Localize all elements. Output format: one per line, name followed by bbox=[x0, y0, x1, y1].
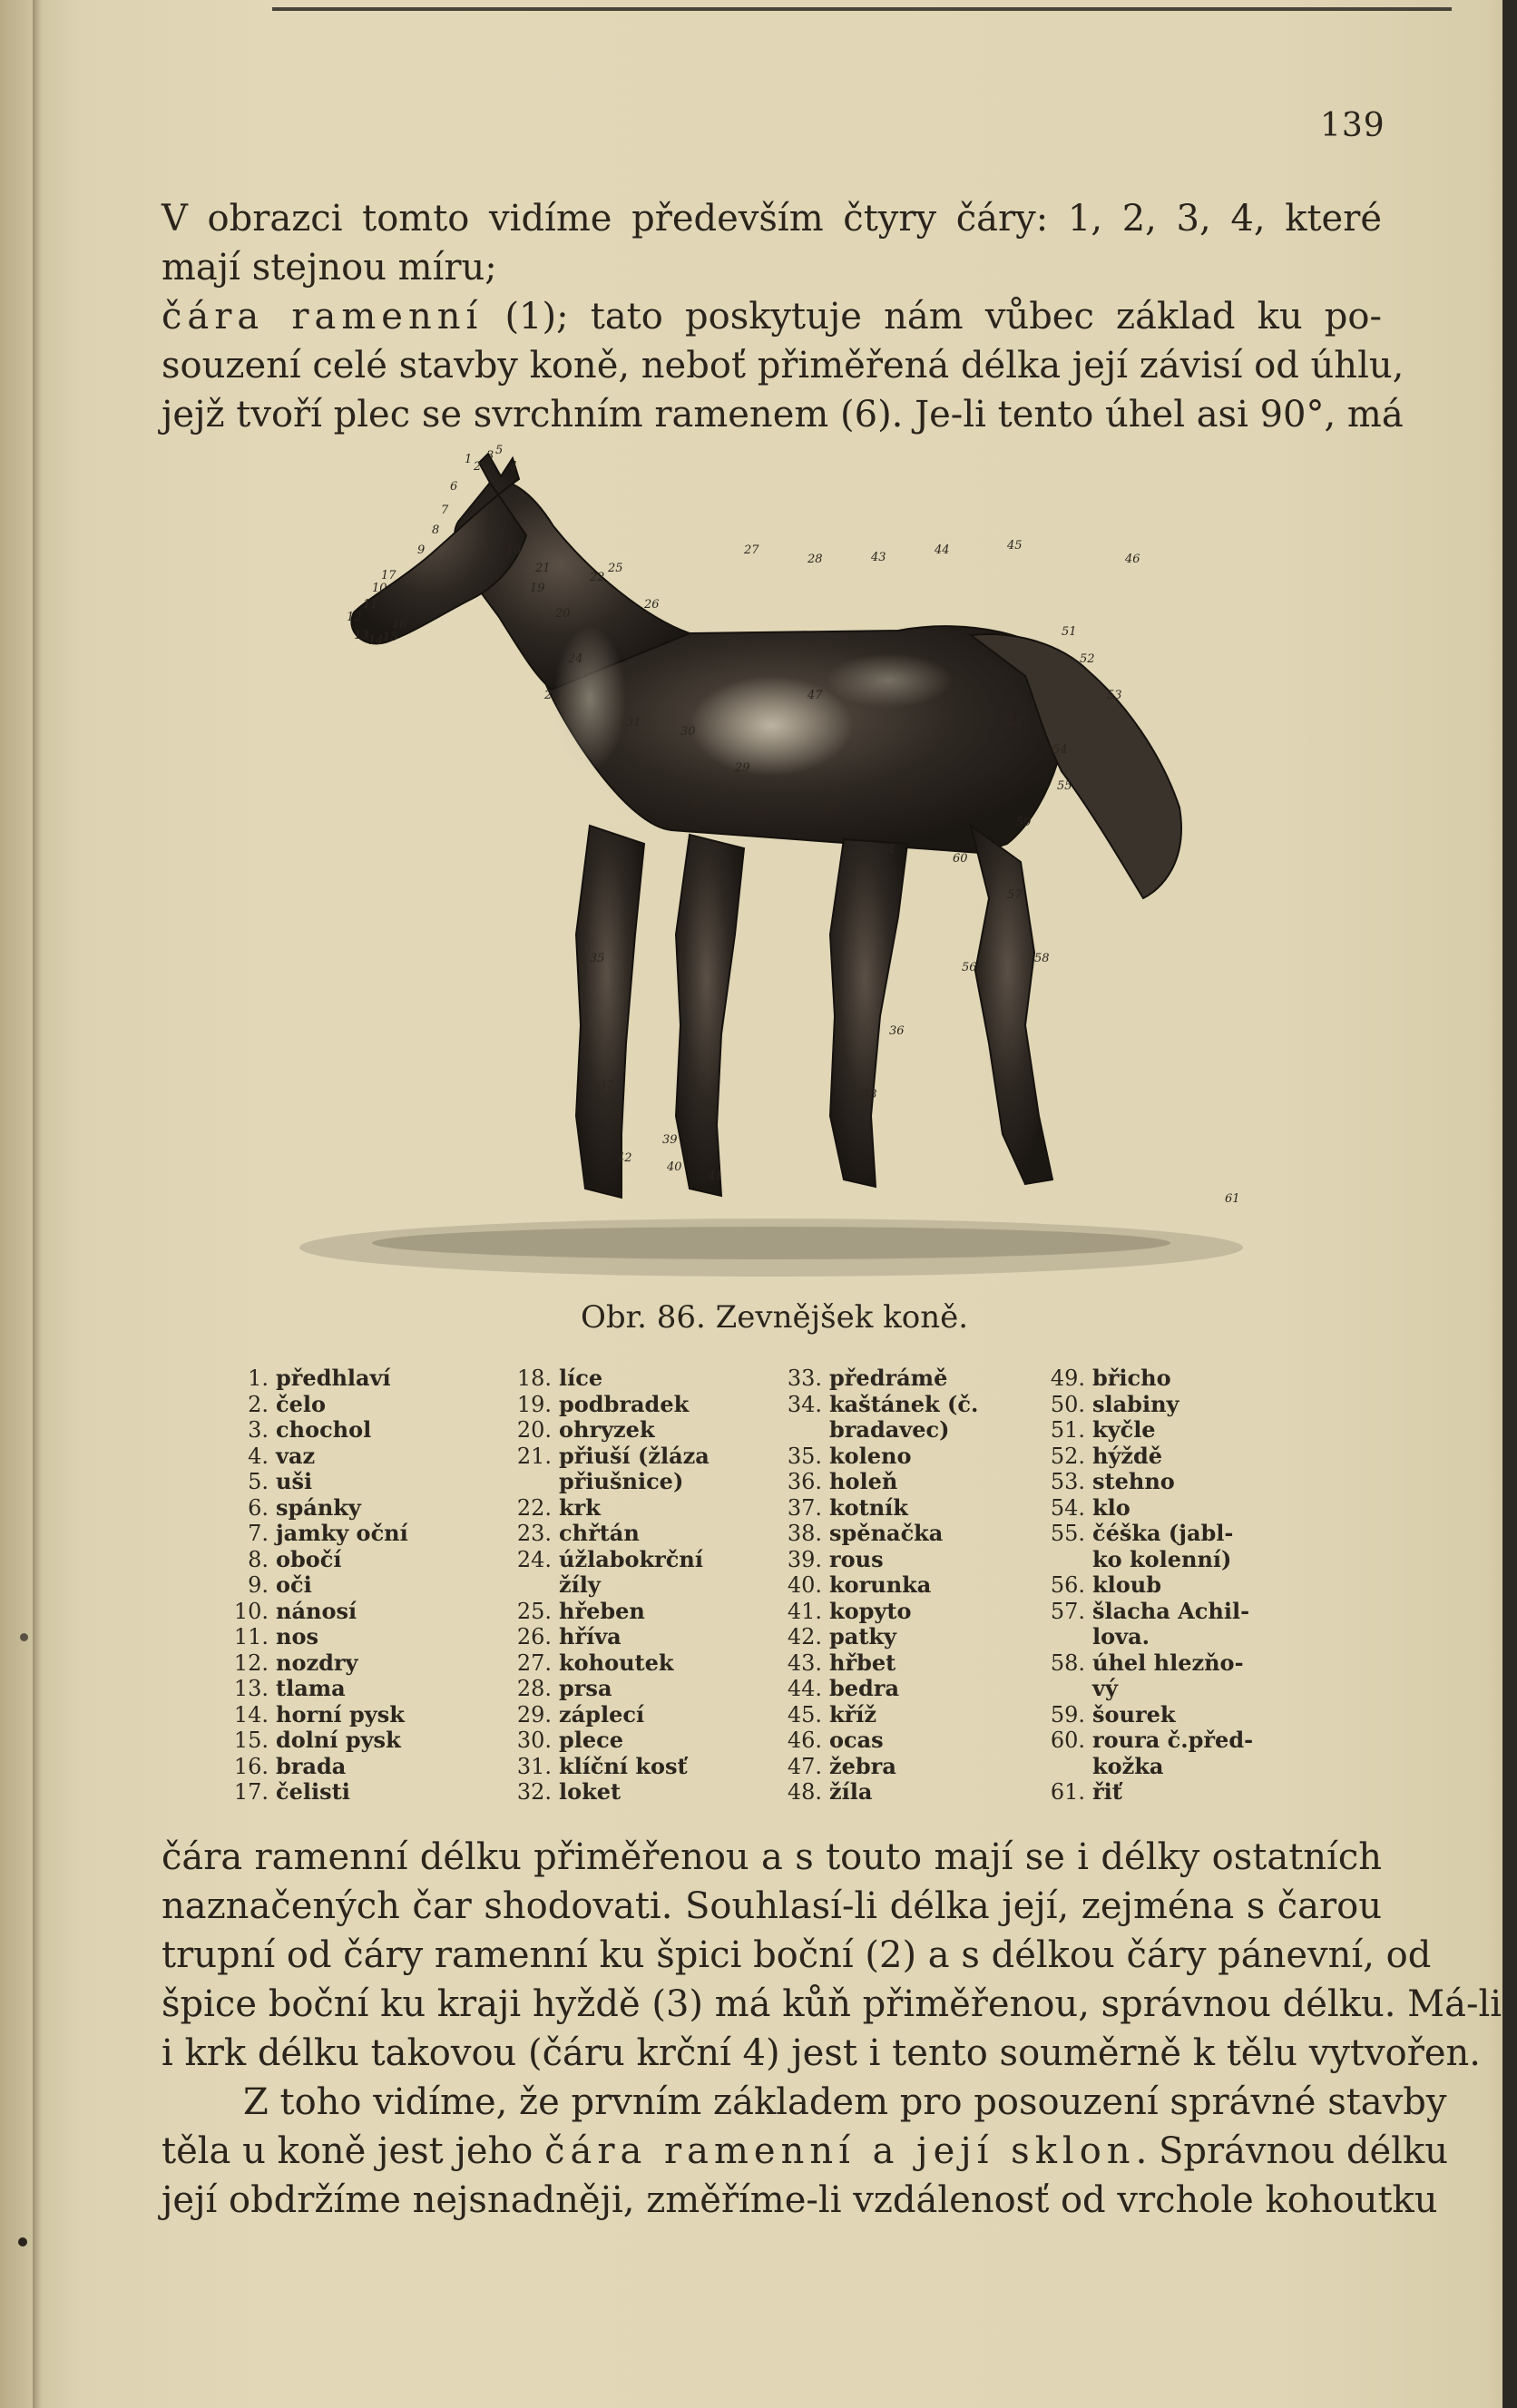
legend-number: 49. bbox=[1050, 1366, 1085, 1391]
horse-number-label: 59 bbox=[1016, 816, 1032, 829]
legend-item bbox=[510, 1728, 710, 1754]
legend-term: ohryzek bbox=[559, 1416, 655, 1443]
legend-item bbox=[227, 1728, 408, 1754]
horse-number-label: 8 bbox=[432, 524, 440, 537]
horse-number-label: 13 bbox=[354, 629, 369, 642]
legend-term: hřeben bbox=[559, 1597, 645, 1624]
legend-number: 51. bbox=[1050, 1417, 1085, 1443]
legend-term: čelo bbox=[276, 1390, 327, 1417]
legend-term: líce bbox=[559, 1365, 603, 1391]
text-line: souzení celé stavby koně, neboť přiměřená délka její závisí od úhlu, bbox=[161, 345, 1404, 387]
legend-number: 30. bbox=[516, 1728, 552, 1753]
legend-term: kloub bbox=[1092, 1571, 1161, 1598]
legend-number: 31. bbox=[516, 1753, 552, 1779]
legend-term: vaz bbox=[276, 1442, 316, 1469]
horse-number-label: 50 bbox=[898, 788, 914, 802]
legend-item bbox=[780, 1366, 978, 1392]
legend-term: patky bbox=[829, 1623, 896, 1649]
legend-term: loket bbox=[559, 1778, 621, 1805]
legend-term: uši bbox=[276, 1468, 313, 1494]
legend-term: kopyto bbox=[829, 1597, 912, 1624]
legend-term: kříž bbox=[829, 1700, 877, 1728]
legend-number: 15. bbox=[233, 1728, 269, 1753]
legend-term: záplecí bbox=[559, 1700, 645, 1728]
legend-number: 42. bbox=[787, 1624, 822, 1649]
legend-term: klo bbox=[1092, 1493, 1130, 1521]
legend-term: břicho bbox=[1092, 1365, 1171, 1391]
legend-item bbox=[1043, 1547, 1253, 1573]
legend-column-1 bbox=[227, 1366, 408, 1806]
legend-number: 14. bbox=[233, 1701, 269, 1728]
horse-number-label: 41 bbox=[708, 1170, 723, 1183]
legend-number: 47. bbox=[787, 1753, 822, 1779]
legend-term: úhel hlezňo- bbox=[1092, 1649, 1244, 1676]
legend-column-4 bbox=[1043, 1366, 1253, 1806]
legend-item bbox=[227, 1754, 408, 1780]
legend-term: přiuší (žláza bbox=[559, 1442, 710, 1469]
right-edge bbox=[1502, 0, 1517, 2408]
legend-term: krk bbox=[559, 1493, 601, 1521]
legend-number: 39. bbox=[787, 1546, 822, 1572]
legend-number: 28. bbox=[516, 1676, 552, 1701]
horse-number-label: 58 bbox=[1034, 952, 1050, 965]
legend-term: roura č.před- bbox=[1092, 1727, 1254, 1753]
legend-number: 11. bbox=[233, 1624, 269, 1649]
legend-item bbox=[780, 1676, 978, 1702]
legend-number: 38. bbox=[787, 1521, 822, 1546]
legend-item bbox=[227, 1779, 408, 1806]
legend-number: 54. bbox=[1050, 1494, 1085, 1521]
text-line: její obdržíme nejsnadněji, změříme-li vzdálenosť od vrchole kohoutku bbox=[161, 2179, 1438, 2221]
legend-term: nos bbox=[276, 1623, 318, 1649]
legend-term: vý bbox=[1092, 1675, 1118, 1701]
legend-term: rous bbox=[829, 1545, 884, 1572]
horse-number-label: 42 bbox=[617, 1151, 632, 1165]
legend-item bbox=[1043, 1572, 1253, 1599]
legend-number: 19. bbox=[516, 1391, 552, 1417]
legend-term: jamky oční bbox=[276, 1520, 408, 1546]
legend-number: 53. bbox=[1050, 1469, 1085, 1494]
legend-item bbox=[780, 1444, 978, 1470]
legend-term: spěnačka bbox=[829, 1520, 944, 1546]
legend-item bbox=[227, 1650, 408, 1677]
horse-number-label: 11 bbox=[363, 598, 378, 612]
legend-number: 50. bbox=[1050, 1391, 1085, 1417]
horse-number-label: 1 bbox=[465, 453, 473, 466]
margin-mark bbox=[18, 2237, 27, 2246]
horse-number-label: 27 bbox=[744, 543, 759, 557]
legend-item bbox=[227, 1366, 408, 1392]
text-line: čára ramenní délku přiměřenou a s touto mají se i délky ostatních bbox=[161, 1836, 1382, 1878]
horse-number-label: 23 bbox=[544, 689, 560, 702]
legend-item bbox=[510, 1495, 710, 1522]
legend-term: koleno bbox=[829, 1442, 912, 1469]
legend-column-2 bbox=[510, 1366, 710, 1806]
legend-term: chochol bbox=[276, 1416, 372, 1443]
horse-number-label: 25 bbox=[608, 562, 623, 575]
legend-term: nozdry bbox=[276, 1649, 358, 1676]
legend-term: řiť bbox=[1092, 1778, 1122, 1805]
legend-number: 29. bbox=[516, 1701, 552, 1728]
legend-number: 21. bbox=[516, 1443, 552, 1469]
legend-number: 52. bbox=[1050, 1443, 1085, 1469]
legend-number: 3. bbox=[248, 1417, 269, 1443]
legend-number: 44. bbox=[787, 1676, 822, 1701]
text-line: těla u koně jest jeho čára ramenní a její sklon. Správnou délku bbox=[161, 2130, 1448, 2172]
legend-number: 60. bbox=[1050, 1728, 1085, 1753]
legend-number: 20. bbox=[516, 1417, 552, 1443]
horse-number-label: 37 bbox=[599, 1079, 614, 1092]
horse-number-label: 20 bbox=[555, 607, 571, 621]
legend-term: čelisti bbox=[276, 1778, 350, 1805]
horse-number-label: 61 bbox=[1225, 1192, 1240, 1206]
legend-item bbox=[227, 1676, 408, 1702]
horse-number-label: 47 bbox=[807, 689, 823, 702]
legend-number: 36. bbox=[787, 1469, 822, 1494]
legend-term: plece bbox=[559, 1727, 624, 1753]
horse-number-label: 40 bbox=[667, 1160, 682, 1174]
legend-item bbox=[227, 1469, 408, 1495]
legend-number: 34. bbox=[787, 1391, 822, 1417]
legend-term: předhlaví bbox=[276, 1365, 391, 1391]
legend-item bbox=[227, 1624, 408, 1650]
legend-number: 27. bbox=[516, 1649, 552, 1676]
legend-term: ko kolenní) bbox=[1092, 1545, 1232, 1572]
legend-number: 12. bbox=[233, 1649, 269, 1676]
legend-item bbox=[227, 1392, 408, 1418]
horse-number-label: 53 bbox=[1107, 689, 1122, 702]
legend-number: 5. bbox=[248, 1469, 269, 1494]
legend-term: horní pysk bbox=[276, 1700, 405, 1728]
legend-term: korunka bbox=[829, 1571, 932, 1598]
page-gutter bbox=[33, 0, 42, 2408]
legend-item bbox=[780, 1754, 978, 1780]
horse-number-label: 43 bbox=[871, 551, 886, 564]
horse-illustration bbox=[263, 426, 1297, 1297]
legend-item bbox=[780, 1521, 978, 1547]
text-line: naznačených čar shodovati. Souhlasí-li délka její, zejména s čarou bbox=[161, 1885, 1382, 1927]
legend-number: 55. bbox=[1050, 1521, 1085, 1546]
horse-number-label: 15 bbox=[383, 631, 398, 644]
horse-number-label: 39 bbox=[662, 1133, 678, 1147]
legend-term: dolní pysk bbox=[276, 1727, 401, 1753]
legend-term: hýždě bbox=[1092, 1442, 1163, 1469]
legend-number: 58. bbox=[1050, 1649, 1085, 1676]
legend-number: 46. bbox=[787, 1728, 822, 1753]
horse-number-label: 24 bbox=[568, 652, 583, 666]
legend-term: brada bbox=[276, 1752, 347, 1779]
legend-number: 61. bbox=[1050, 1779, 1085, 1805]
top-edge-line bbox=[272, 7, 1452, 11]
legend-term: kyčle bbox=[1092, 1416, 1156, 1443]
horse-number-label: 54 bbox=[1052, 743, 1068, 757]
text-line: i krk délku takovou (čáru krční 4) jest i tento souměrně k tělu vytvořen. bbox=[161, 2032, 1481, 2074]
legend-term: předrámě bbox=[829, 1365, 948, 1391]
horse-number-label: 18 bbox=[506, 543, 522, 557]
legend-item bbox=[1043, 1650, 1253, 1677]
legend-item bbox=[510, 1521, 710, 1547]
legend-term: žíla bbox=[829, 1778, 873, 1805]
legend-item bbox=[1043, 1676, 1253, 1702]
legend-term: kohoutek bbox=[559, 1649, 674, 1676]
legend-item bbox=[1043, 1702, 1253, 1728]
legend-item bbox=[780, 1572, 978, 1599]
horse-number-label: 33 bbox=[753, 808, 768, 822]
text-line: jejž tvoří plec se svrchním ramenem (6). Je-li tento úhel asi 90°, má bbox=[161, 394, 1404, 436]
horse-number-label: 4 bbox=[510, 460, 518, 474]
legend-term: hřbet bbox=[829, 1649, 896, 1676]
legend-item bbox=[1043, 1366, 1253, 1392]
legend-item bbox=[510, 1392, 710, 1418]
legend-term: ocas bbox=[829, 1727, 884, 1753]
horse-number-label: 32 bbox=[690, 798, 705, 811]
horse-number-label: 60 bbox=[953, 852, 968, 866]
legend-number: 25. bbox=[516, 1598, 552, 1624]
horse-number-label: 12 bbox=[347, 611, 362, 624]
horse-number-label: 6 bbox=[450, 480, 458, 494]
horse-number-label: 21 bbox=[535, 562, 551, 575]
horse-number-label: 55 bbox=[1057, 779, 1072, 793]
legend-item bbox=[1043, 1754, 1253, 1780]
legend-item bbox=[227, 1572, 408, 1599]
legend-item bbox=[780, 1417, 978, 1444]
legend-term: slabiny bbox=[1092, 1390, 1179, 1417]
legend-item bbox=[780, 1392, 978, 1418]
legend-term: čéška (jabl- bbox=[1092, 1520, 1234, 1546]
legend-item bbox=[780, 1495, 978, 1522]
legend-item bbox=[780, 1547, 978, 1573]
margin-mark bbox=[20, 1633, 28, 1641]
legend-item bbox=[510, 1624, 710, 1650]
legend-item bbox=[510, 1754, 710, 1780]
legend-number: 33. bbox=[787, 1366, 822, 1391]
horse-number-label: 46 bbox=[1125, 553, 1140, 566]
legend-item bbox=[510, 1417, 710, 1444]
legend-number: 9. bbox=[248, 1572, 269, 1598]
page-number: 139 bbox=[1320, 107, 1385, 144]
legend-number: 57. bbox=[1050, 1598, 1085, 1624]
legend-item bbox=[780, 1599, 978, 1625]
horse-number-label: 44 bbox=[935, 543, 950, 557]
horse-number-label: 3 bbox=[486, 449, 494, 463]
legend-number: 48. bbox=[787, 1779, 822, 1805]
legend-item bbox=[1043, 1392, 1253, 1418]
legend-item bbox=[227, 1495, 408, 1522]
legend-item bbox=[1043, 1495, 1253, 1522]
legend-term: úžlabokrční bbox=[559, 1545, 703, 1572]
legend-item bbox=[227, 1599, 408, 1625]
legend-term: žebra bbox=[829, 1752, 896, 1779]
legend-term: prsa bbox=[559, 1675, 612, 1701]
legend-item bbox=[510, 1702, 710, 1728]
legend-number: 17. bbox=[233, 1779, 269, 1805]
paragraph-top bbox=[161, 194, 1404, 439]
legend-term: hříva bbox=[559, 1623, 621, 1649]
legend-item bbox=[227, 1417, 408, 1444]
legend-item bbox=[227, 1702, 408, 1728]
legend-term: šourek bbox=[1092, 1700, 1176, 1728]
legend-item bbox=[780, 1728, 978, 1754]
legend-number: 59. bbox=[1050, 1701, 1085, 1728]
horse-number-label: 51 bbox=[1062, 625, 1077, 639]
legend-number: 2. bbox=[248, 1391, 269, 1417]
legend-number: 26. bbox=[516, 1624, 552, 1649]
legend-number: 56. bbox=[1050, 1572, 1085, 1598]
legend-number: 43. bbox=[787, 1649, 822, 1676]
legend-number: 1. bbox=[248, 1366, 269, 1391]
text-line: V obrazci tomto vidíme především čtyry čáry: 1, 2, 3, 4, které bbox=[161, 198, 1382, 240]
legend-term: bradavec) bbox=[829, 1416, 950, 1443]
legend-item bbox=[780, 1469, 978, 1495]
paragraph-bottom bbox=[161, 1833, 1502, 2225]
legend-item bbox=[510, 1676, 710, 1702]
legend-number: 18. bbox=[516, 1366, 552, 1391]
horse-number-label: 19 bbox=[530, 582, 545, 595]
horse-number-label: 9 bbox=[417, 543, 426, 557]
horse-number-label: 28 bbox=[807, 553, 823, 566]
legend-number: 13. bbox=[233, 1676, 269, 1701]
legend-number: 40. bbox=[787, 1572, 822, 1598]
legend-number: 10. bbox=[233, 1598, 269, 1624]
legend-number: 4. bbox=[248, 1443, 269, 1469]
legend-term: klíční kosť bbox=[559, 1752, 688, 1779]
horse-number-label: 56 bbox=[962, 961, 977, 974]
legend-number: 8. bbox=[248, 1546, 269, 1572]
horse-number-label: 38 bbox=[862, 1088, 877, 1101]
legend-item bbox=[510, 1599, 710, 1625]
legend-term: přiušnice) bbox=[559, 1468, 684, 1494]
horse-number-label: 52 bbox=[1080, 652, 1095, 666]
legend-item bbox=[1043, 1521, 1253, 1547]
horse-number-label: 5 bbox=[495, 444, 504, 457]
legend-item bbox=[1043, 1469, 1253, 1495]
legend-item bbox=[510, 1547, 710, 1573]
figure-caption: Obr. 86. Zevnějšek koně. bbox=[581, 1299, 969, 1336]
legend-number: 6. bbox=[248, 1494, 269, 1521]
legend-item bbox=[510, 1444, 710, 1470]
horse-number-label: 26 bbox=[644, 598, 660, 612]
horse-number-label: 31 bbox=[626, 716, 641, 729]
legend-term: kaštánek (č. bbox=[829, 1390, 979, 1417]
text-line: trupní od čáry ramenní ku špici boční (2) a s délkou čáry pánevní, od bbox=[161, 1934, 1432, 1976]
horse-number-label: 57 bbox=[1007, 888, 1023, 902]
legend-term: bedra bbox=[829, 1675, 900, 1701]
legend-item bbox=[510, 1779, 710, 1806]
horse-number-label: 34 bbox=[880, 843, 896, 857]
text-line: Z toho vidíme, že prvním základem pro posouzení správné stavby bbox=[243, 2081, 1447, 2123]
horse-number-label: 7 bbox=[441, 504, 449, 517]
legend-term: oči bbox=[276, 1571, 312, 1598]
text-line: mají stejnou míru; bbox=[161, 247, 497, 289]
horse-body bbox=[351, 454, 1181, 1198]
legend-item bbox=[1043, 1599, 1253, 1625]
legend-term: kožka bbox=[1092, 1752, 1164, 1779]
legend-number: 22. bbox=[516, 1494, 552, 1521]
horse-number-label: 17 bbox=[381, 569, 396, 582]
horse-number-label: 16 bbox=[392, 618, 407, 631]
legend-item bbox=[510, 1366, 710, 1392]
horse-number-label: 45 bbox=[1007, 539, 1023, 553]
legend-number: 23. bbox=[516, 1521, 552, 1546]
legend-item bbox=[510, 1572, 710, 1599]
legend-item bbox=[780, 1779, 978, 1806]
legend-column-3 bbox=[780, 1366, 978, 1806]
horse-number-label: 10 bbox=[372, 582, 387, 595]
legend-term: obočí bbox=[276, 1545, 342, 1572]
legend-item bbox=[780, 1650, 978, 1677]
legend-term: podbradek bbox=[559, 1390, 690, 1417]
legend-item bbox=[780, 1624, 978, 1650]
horse-number-label: 36 bbox=[889, 1024, 905, 1038]
legend-term: chřtán bbox=[559, 1520, 640, 1546]
legend-item bbox=[510, 1469, 710, 1495]
legend-number: 32. bbox=[516, 1779, 552, 1805]
legend-item bbox=[510, 1650, 710, 1677]
horse-number-label: 48 bbox=[1007, 716, 1023, 729]
legend-term: stehno bbox=[1092, 1468, 1175, 1494]
legend-term: spánky bbox=[276, 1493, 361, 1521]
legend-term: šlacha Achil- bbox=[1092, 1597, 1250, 1624]
legend-term: nánosí bbox=[276, 1597, 357, 1624]
legend-number: 37. bbox=[787, 1494, 822, 1521]
legend-item bbox=[1043, 1624, 1253, 1650]
horse-number-label: 49 bbox=[826, 802, 841, 816]
legend-item bbox=[227, 1444, 408, 1470]
horse-number-label: 2 bbox=[474, 460, 482, 474]
horse-number-label: 29 bbox=[735, 761, 750, 775]
horse-number-label: 35 bbox=[590, 952, 605, 965]
legend-item bbox=[1043, 1444, 1253, 1470]
legend-number: 7. bbox=[248, 1521, 269, 1546]
legend-number: 45. bbox=[787, 1701, 822, 1728]
text-line: špice boční ku kraji hyždě (3) má kůň přiměřenou, správnou délku. Má-li bbox=[161, 1983, 1502, 2025]
legend-item bbox=[227, 1547, 408, 1573]
legend-term: holeň bbox=[829, 1468, 898, 1494]
legend-item bbox=[780, 1702, 978, 1728]
legend-number: 16. bbox=[233, 1753, 269, 1779]
legend-item bbox=[1043, 1417, 1253, 1444]
horse-number-label: 30 bbox=[680, 725, 696, 739]
legend-number: 24. bbox=[516, 1546, 552, 1572]
legend-term: tlama bbox=[276, 1675, 346, 1701]
text-line: čára ramenní (1); tato poskytuje nám vůbec základ ku po- bbox=[161, 296, 1382, 338]
legend-term: lova. bbox=[1092, 1623, 1150, 1649]
legend-item bbox=[1043, 1728, 1253, 1754]
legend-item bbox=[227, 1521, 408, 1547]
horse-number-label: 14 bbox=[368, 634, 384, 648]
legend-number: 35. bbox=[787, 1443, 822, 1469]
legend-term: kotník bbox=[829, 1493, 908, 1521]
legend-item bbox=[1043, 1779, 1253, 1806]
legend-term: žíly bbox=[559, 1571, 601, 1598]
horse-number-label: 22 bbox=[590, 571, 605, 584]
legend-number: 41. bbox=[787, 1598, 822, 1624]
ground-shadow bbox=[299, 1219, 1243, 1277]
